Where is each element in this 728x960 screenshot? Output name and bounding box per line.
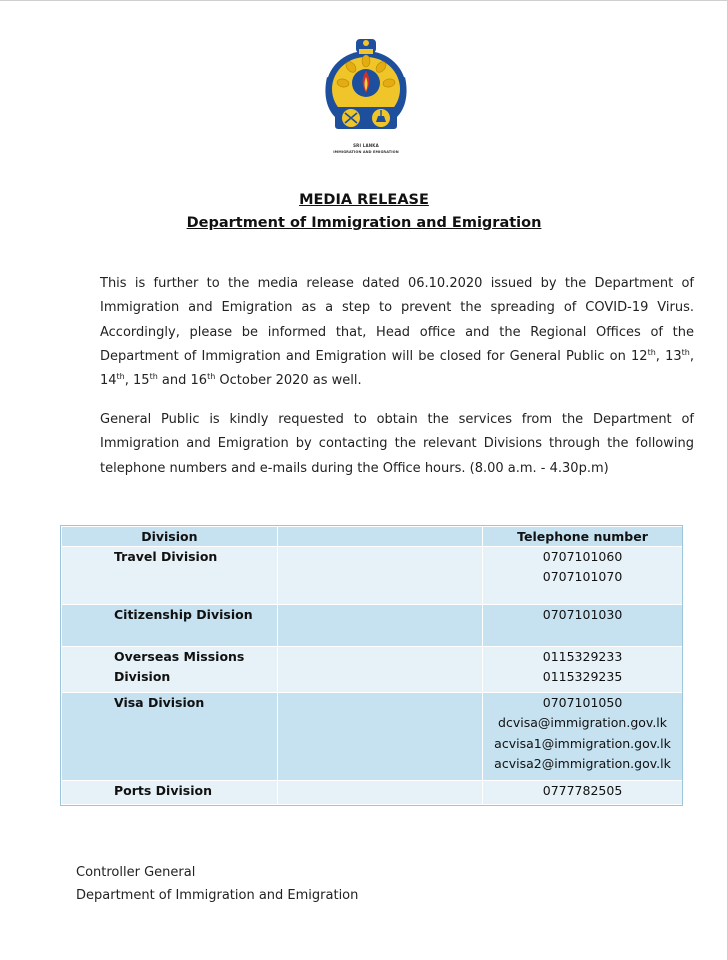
- document-title: MEDIA RELEASE: [299, 192, 429, 208]
- closure-date: 13th,: [665, 347, 694, 364]
- contact-value: 0707101060: [542, 549, 623, 564]
- contact-cell: [483, 781, 683, 805]
- contact-value: 0707101050: [542, 695, 623, 710]
- table-gap-cell: [277, 647, 482, 693]
- contact-cell: [483, 547, 683, 605]
- table-gap-cell: [277, 547, 482, 605]
- document-subtitle: Department of Immigration and Emigration: [186, 215, 542, 231]
- department-emblem-icon: [321, 37, 411, 141]
- division-name: Travel Division: [62, 547, 278, 605]
- signatory-department: Department of Immigration and Emigration: [76, 888, 359, 903]
- table-gap-cell: [277, 693, 482, 781]
- contact-value: 0707101070: [542, 569, 623, 585]
- emblem-caption-line1: SRI LANKA: [353, 143, 379, 148]
- table-row: [62, 647, 683, 693]
- contact-value: 0115329235: [542, 669, 623, 685]
- table-row: [62, 547, 683, 605]
- table-row: [62, 781, 683, 805]
- closure-date: 16th: [190, 372, 216, 389]
- table-row: [62, 693, 683, 781]
- paragraph-closure-notice: [100, 272, 694, 393]
- contacts-table: [61, 526, 683, 805]
- table-header-row: [62, 527, 683, 547]
- paragraph-contact-request: General Public is kindly requested to obtain the services from the Department of Immigration and Emigration by contacting the relevant Divisions through the following telephone numbers and e-mails during the Office hours. (8.00 a.m. - 4.30p.m): [100, 412, 694, 476]
- contact-value: 0707101030: [542, 607, 623, 622]
- division-name: Visa Division: [62, 693, 278, 781]
- division-name: Ports Division: [62, 781, 278, 805]
- table-gap-cell: [277, 605, 482, 647]
- paragraph-text: This is further to the media release dated 06.10.2020 issued by the Department of Immigration and Emigration as a step to prevent the spreading of COVID-19 Virus. Accordingly, please be informed that, Head office and the Regional Offices of the Department of Immigration and Emigration will be closed for General Public on: [100, 276, 694, 364]
- contact-cell: [483, 605, 683, 647]
- contact-cell: [483, 693, 683, 781]
- table-gap-cell: [277, 781, 482, 805]
- header-telephone: Telephone number: [483, 527, 683, 547]
- contact-cell: [483, 647, 683, 693]
- contact-email: acvisa1@immigration.gov.lk: [494, 735, 671, 751]
- table-row: [62, 605, 683, 647]
- contact-email: acvisa2@immigration.gov.lk: [494, 755, 671, 771]
- contact-value: 0777782505: [542, 783, 623, 798]
- emblem: [318, 37, 414, 162]
- header-division: Division: [62, 527, 278, 547]
- signatory-title: Controller General: [76, 865, 196, 880]
- header-gap: [277, 527, 482, 547]
- paragraph-text-end: October 2020 as well.: [215, 373, 362, 389]
- contact-value: 0115329233: [542, 649, 623, 664]
- closure-date: 12th,: [631, 347, 666, 364]
- closure-date: 14th,: [100, 372, 134, 389]
- division-name: Overseas Missions Division: [62, 647, 278, 693]
- emblem-caption-line2: IMMIGRATION AND EMIGRATION: [333, 150, 399, 154]
- closure-date: 15th and: [133, 372, 191, 389]
- contact-email: dcvisa@immigration.gov.lk: [498, 715, 668, 731]
- division-name: Citizenship Division: [62, 605, 278, 647]
